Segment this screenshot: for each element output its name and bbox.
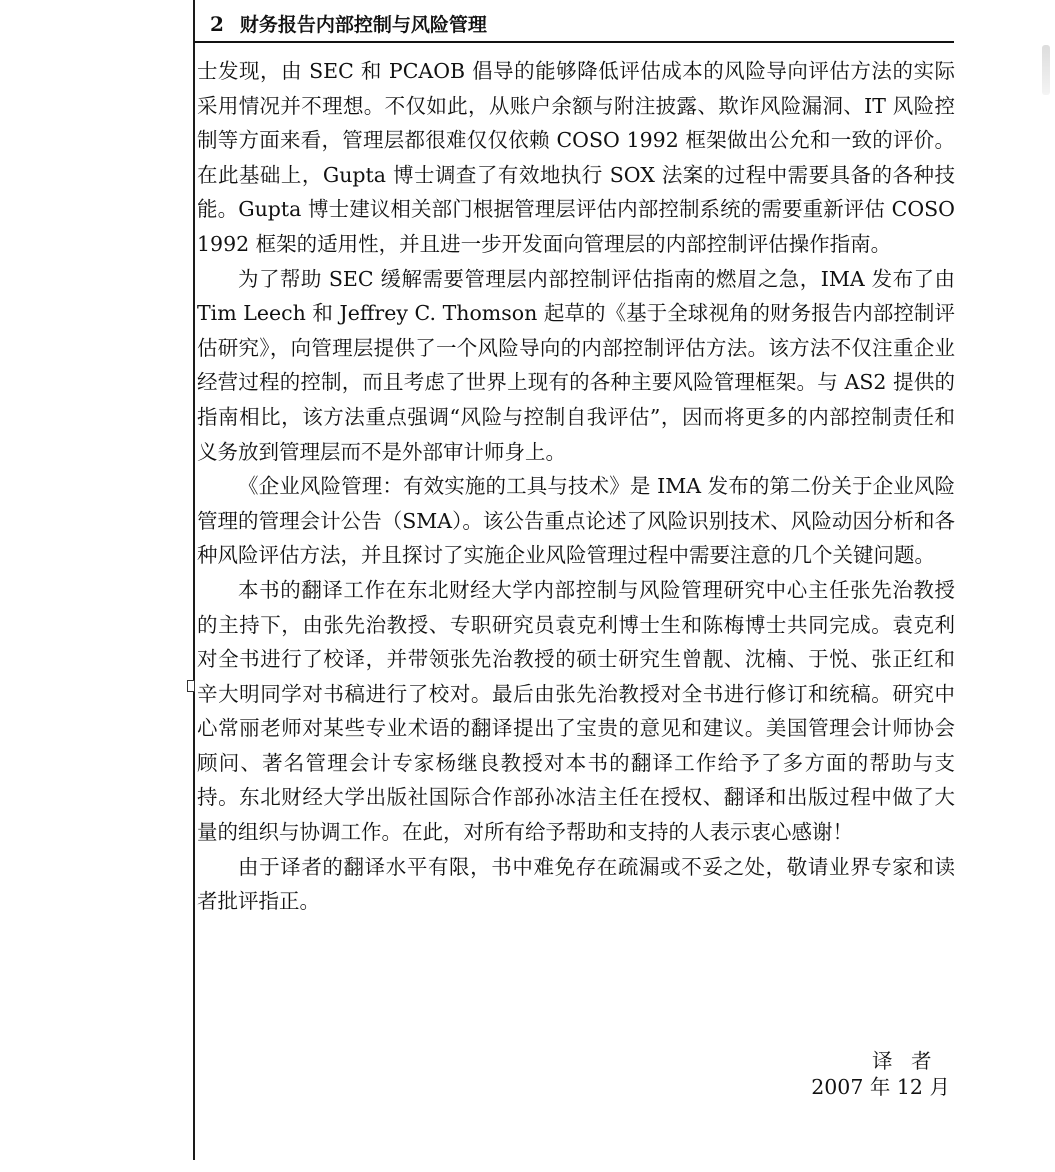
signature-date: 2007 年 12 月 [811, 1075, 950, 1099]
page-number: 2 [210, 12, 224, 36]
paragraph-1: 士发现，由 SEC 和 PCAOB 倡导的能够降低评估成本的风险导向评估方法的实际采用情况并不理想。不仅如此，从账户余额与附注披露、欺诈风险漏洞、IT 风险控制等方面来看，管理层都很难仅仅依赖 COSO 1992 框架做出公允和一致的评价。在此基础上，Gupta 博士调查了有效地执行 SOX 法案的过程中需要具备的各种技能。Gupta 博士建议相关部门根据管理层评估内部控制系统的需要重新评估 COSO 1992 框架的适用性，并且进一步开发面向管理层的内部控制评估操作指南。 [197, 59, 955, 256]
paragraph-4: 本书的翻译工作在东北财经大学内部控制与风险管理研究中心主任张先治教授的主持下，由张先治教授、专职研究员袁克利博士生和陈梅博士共同完成。袁克利对全书进行了校译，并带领张先治教授的硕士研究生曾靓、沈楠、于悦、张正红和辛大明同学对书稿进行了校对。最后由张先治教授对全书进行修订和统稿。研究中心常丽老师对某些专业术语的翻译提出了宝贵的意见和建议。美国管理会计师协会顾问、著名管理会计专家杨继良教授对本书的翻译工作给予了多方面的帮助与支持。东北财经大学出版社国际合作部孙冰洁主任在授权、翻译和出版过程中做了大量的组织与协调工作。在此，对所有给予帮助和支持的人表示衷心感谢！ [197, 577, 955, 845]
body-text [197, 54, 955, 919]
running-header [210, 10, 487, 38]
paragraph-3: 《企业风险管理：有效实施的工具与技术》是 IMA 发布的第二份关于企业风险管理的管理会计公告（SMA）。该公告重点论述了风险识别技术、风险动因分析和各种风险评估方法，并且探讨了实施企业风险管理过程中需要注意的几个关键问题。 [197, 474, 955, 568]
running-header-title: 财务报告内部控制与风险管理 [239, 14, 487, 36]
header-rule [194, 41, 954, 43]
binding-mark [187, 680, 195, 692]
signature-author: 译者 [872, 1049, 950, 1073]
paragraph-2: 为了帮助 SEC 缓解需要管理层内部控制评估指南的燃眉之急，IMA 发布了由 Tim Leech 和 Jeffrey C. Thomson 起草的《基于全球视角的财务报告内部控制评估研究》，向管理层提供了一个风险导向的内部控制评估方法。该方法不仅注重企业经营过程的控制，而且考虑了世界上现有的各种主要风险管理框架。与 AS2 提供的指南相比，该方法重点强调“风险与控制自我评估”，因而将更多的内部控制责任和义务放到管理层而不是外部审计师身上。 [197, 266, 955, 464]
scan-edge-mark [1042, 45, 1050, 95]
binding-margin-line [193, 0, 195, 1160]
paragraph-5: 由于译者的翻译水平有限，书中难免存在疏漏或不妥之处，敬请业界专家和读者批评指正。 [197, 854, 955, 914]
